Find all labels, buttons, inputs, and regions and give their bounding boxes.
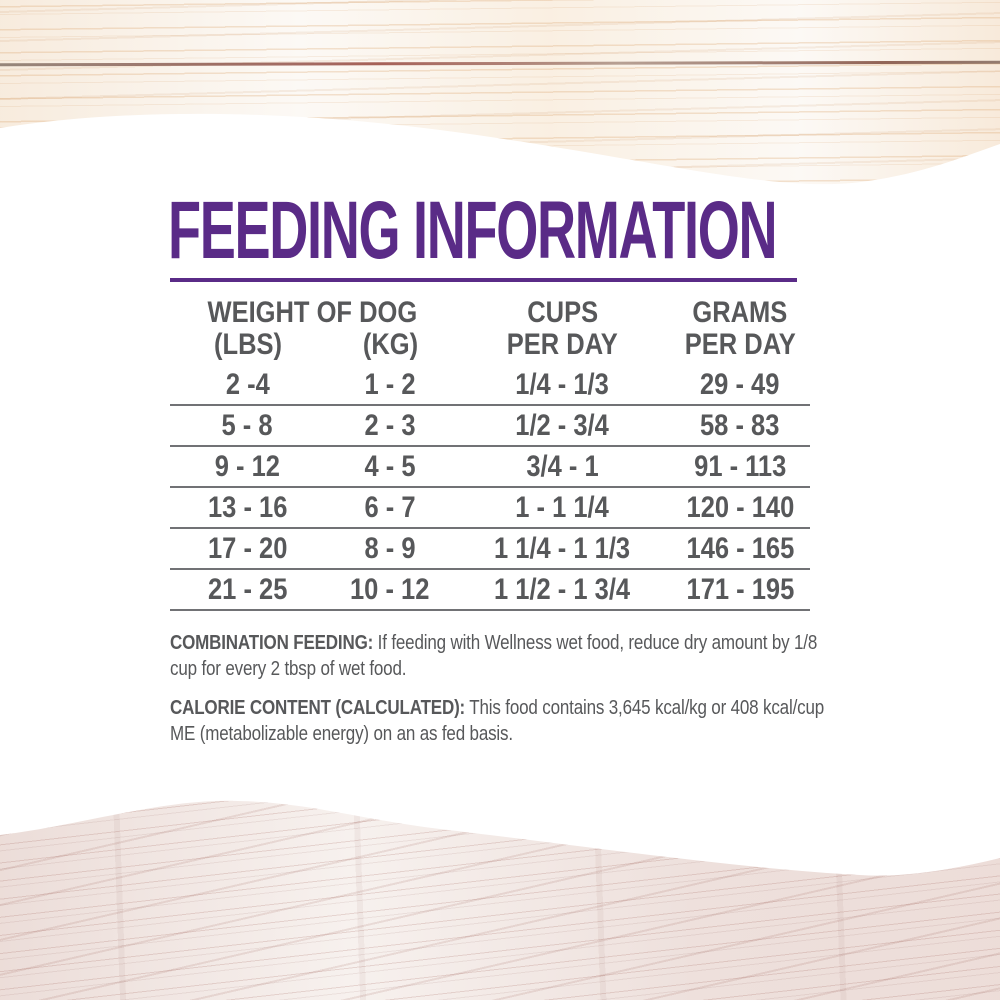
cell-lbs: 17 - 20 bbox=[207, 532, 288, 565]
cell-lbs: 21 - 25 bbox=[207, 573, 288, 606]
cell-lbs: 13 - 16 bbox=[207, 491, 288, 524]
note-text: This food contains 3,645 kcal/kg or 408 kcal/cup ME (metabolizable energy) on an as fed basis. bbox=[170, 697, 825, 745]
cell-kg: 4 - 5 bbox=[364, 450, 416, 483]
header-kg: (KG) bbox=[362, 328, 418, 361]
cell-cups: 1/4 - 1/3 bbox=[515, 368, 610, 401]
white-wave-bottom bbox=[0, 785, 1000, 1000]
header-lbs: (LBS) bbox=[213, 328, 282, 361]
header-cups: CUPS bbox=[527, 296, 598, 329]
white-wave-top bbox=[0, 0, 1000, 215]
note-combination-feeding bbox=[170, 630, 842, 682]
note-calorie-content bbox=[170, 695, 842, 747]
note-label: CALORIE CONTENT (CALCULATED): bbox=[170, 697, 466, 719]
page-title: FEEDING INFORMATION bbox=[168, 185, 777, 276]
header-cups-per-day: PER DAY bbox=[506, 328, 619, 361]
cell-cups: 1/2 - 3/4 bbox=[515, 409, 610, 442]
table-row bbox=[170, 529, 810, 570]
header-grams-per-day: PER DAY bbox=[684, 328, 796, 361]
note-label: COMBINATION FEEDING: bbox=[170, 632, 374, 654]
cell-cups: 3/4 - 1 bbox=[526, 450, 599, 483]
table-row bbox=[170, 365, 810, 406]
cell-kg: 10 - 12 bbox=[350, 573, 430, 606]
footnotes bbox=[170, 630, 842, 760]
cell-cups: 1 - 1 1/4 bbox=[515, 491, 610, 524]
cell-cups: 1 1/2 - 1 3/4 bbox=[494, 573, 631, 606]
cell-lbs: 9 - 12 bbox=[214, 450, 281, 483]
cell-grams: 91 - 113 bbox=[693, 450, 787, 483]
table-header-row-1 bbox=[170, 296, 810, 329]
note-text: If feeding with Wellness wet food, reduce dry amount by 1/8 cup for every 2 tbsp of wet food. bbox=[170, 632, 818, 680]
cell-grams: 29 - 49 bbox=[700, 368, 780, 401]
cell-grams: 120 - 140 bbox=[686, 491, 794, 524]
table-row bbox=[170, 447, 810, 488]
feeding-table bbox=[170, 296, 810, 611]
cell-kg: 2 - 3 bbox=[364, 409, 416, 442]
cell-cups: 1 1/4 - 1 1/3 bbox=[494, 532, 631, 565]
title-underline bbox=[170, 278, 797, 282]
cell-lbs: 2 -4 bbox=[225, 368, 270, 401]
table-row bbox=[170, 488, 810, 529]
cell-lbs: 5 - 8 bbox=[221, 409, 274, 442]
cell-kg: 1 - 2 bbox=[364, 368, 416, 401]
header-grams: GRAMS bbox=[692, 296, 788, 329]
cell-kg: 6 - 7 bbox=[364, 491, 416, 524]
cell-grams: 146 - 165 bbox=[686, 532, 794, 565]
table-row bbox=[170, 570, 810, 611]
cell-grams: 58 - 83 bbox=[700, 409, 780, 442]
table-row bbox=[170, 406, 810, 447]
cell-grams: 171 - 195 bbox=[686, 573, 794, 606]
header-weight-of-dog: WEIGHT OF DOG bbox=[207, 296, 418, 329]
cell-kg: 8 - 9 bbox=[364, 532, 416, 565]
table-header-row-2 bbox=[170, 329, 810, 365]
